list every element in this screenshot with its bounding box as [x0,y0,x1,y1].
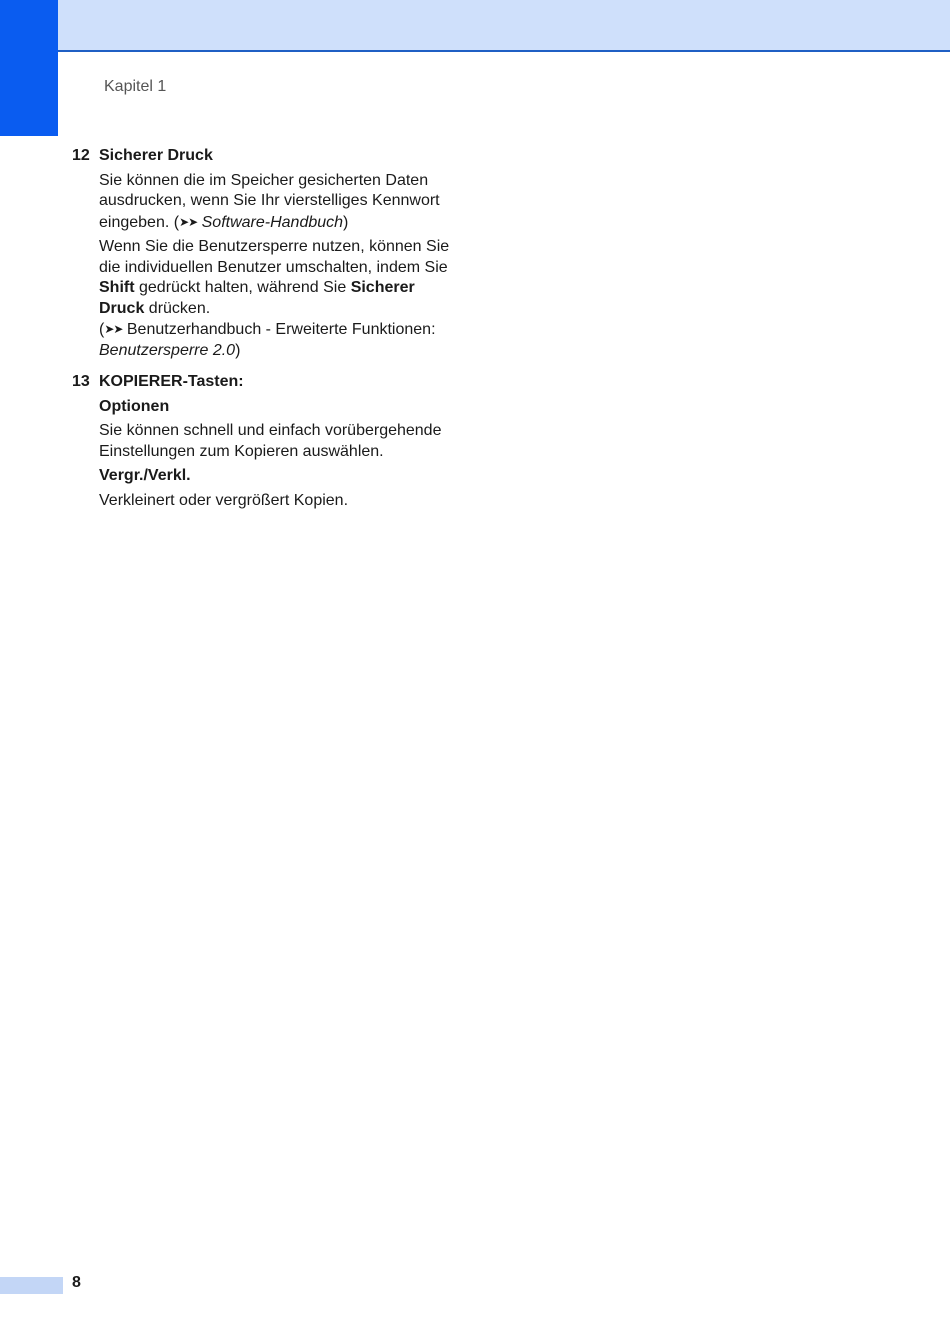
paragraph-text: Benutzerhandbuch - Erweiterte Funktionen: [122,321,436,338]
header-band [0,0,950,52]
key-name-shift: Shift [99,279,135,296]
paragraph-text: Sie können die im Speicher gesicherten Daten ausdrucken, wenn Sie Ihr vierstelliges Kennwort eingeben. ( [99,171,440,231]
page-number: 8 [72,1274,81,1291]
item-title: KOPIERER-Tasten: [99,373,244,390]
paren-close: ) [235,341,241,359]
paragraph-text: Wenn Sie die Benutzersperre nutzen, können Sie die individuellen Benutzer umschalten, indem Sie [99,238,450,276]
double-arrow-icon: ➤➤ [179,214,198,229]
enlarge-reduce-paragraph: Verkleinert oder vergrößert Kopien. [99,491,349,509]
footer-bar [0,1277,63,1294]
options-paragraph: Sie können schnell und einfach vorübergehende Einstellungen zum Kopieren auswählen. [99,422,442,460]
reference-link-text: Software-Handbuch [201,213,344,231]
list-item-12 [72,146,452,365]
double-arrow-icon: ➤➤ [104,322,123,336]
paren-open: ( [99,321,105,338]
subheading-enlarge-reduce: Vergr./Verkl. [99,467,191,484]
item-number: 12 [72,147,90,164]
content-area [72,146,452,522]
paragraph-text: gedrückt halten, während Sie [134,279,351,296]
item-body [99,372,452,515]
item-title: Sicherer Druck [99,147,213,164]
description-paragraph [99,171,452,234]
chapter-label: Kapitel 1 [104,78,167,95]
subheading-options: Optionen [99,397,170,415]
chapter-tab [0,0,58,136]
key-name-secure-print: Sicherer Druck [99,279,415,317]
paragraph-text: drücken. [144,299,211,317]
lock-paragraph [99,237,452,361]
item-body [99,146,452,365]
reference-link-text: Benutzersperre 2.0 [99,341,236,359]
paren-close: ) [343,213,349,231]
item-number: 13 [72,373,90,390]
list-item-13 [72,372,452,515]
